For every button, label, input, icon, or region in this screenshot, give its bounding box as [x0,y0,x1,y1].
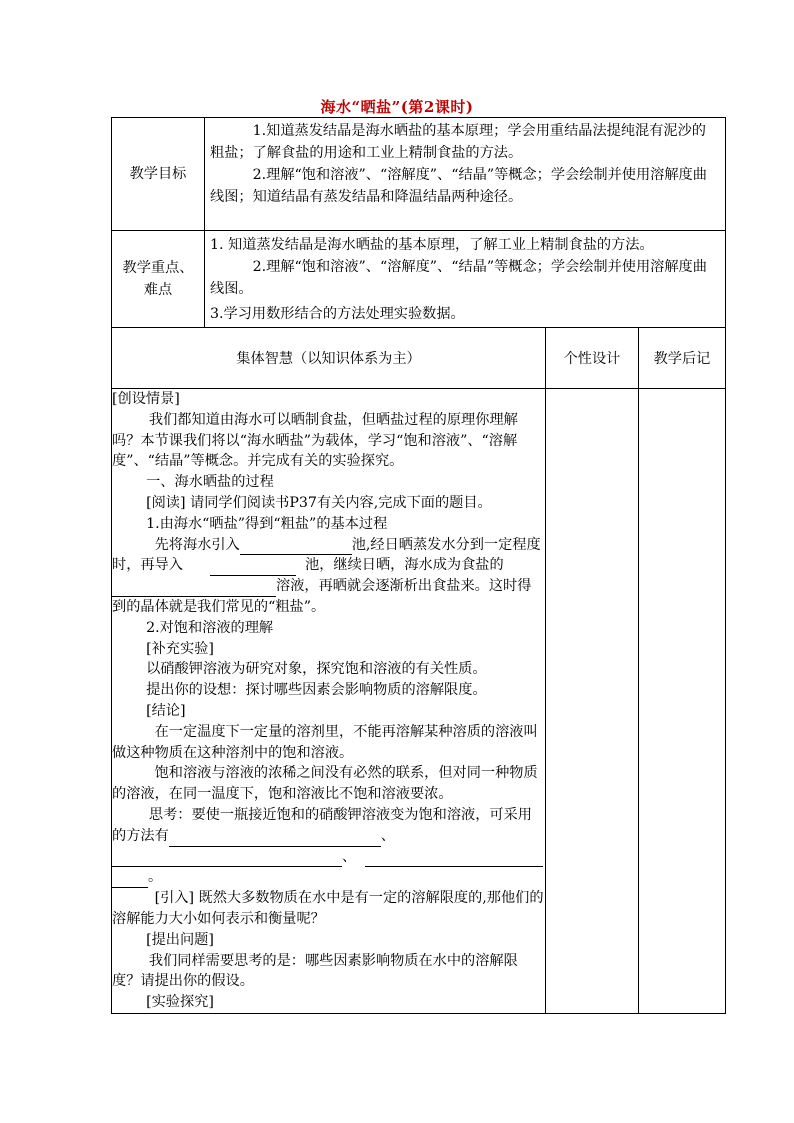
objective-1: 1.知道蒸发结晶是海水晒盐的基本原理；学会用重结晶法提纯混有泥沙的粗盐；了解食盐的用途和工业上精制食盐的方法。 [210,123,706,161]
paragraph: [阅读] 请同学们阅读书P37有关内容,完成下面的题目。 [146,494,492,511]
section-label: [实验探究] [146,994,214,1011]
sub-heading: 1.由海水“晒盐”得到“粗盐”的基本过程 [146,515,388,532]
header-collective-wisdom: 集体智慧（以知识体系为主） [112,328,546,389]
content-body [112,389,545,1013]
paragraph: 提出你的设想：探讨哪些因素会影响物质的溶解限度。 [146,682,487,699]
teaching-notes-cell [639,389,726,1014]
blank-field[interactable] [112,850,342,867]
blank-field[interactable] [240,538,352,555]
blank-field[interactable] [169,830,381,847]
key-point-3: 3.学习用数形结合的方法处理实验数据。 [210,306,465,322]
blank-field[interactable] [112,580,276,597]
paragraph: 我们都知道由海水可以晒制食盐，但晒盐过程的原理你理解吗？本节课我们将以“海水晒盐”为载体，学习“饱和溶液”、“溶解度”、“结晶”等概念。并完成有关的实验探究。 [112,411,518,470]
column-header-row [112,328,726,389]
fill-in-paragraph: 先将海水引入 池,经日晒蒸发水分到一定程度时，再导入 池，继续日晒，海水成为食盐的溶液，再晒就会逐渐析出食盐来。这时得到的晶体就是我们常见的“粗盐”。 [112,536,541,615]
key-points-row [112,231,726,328]
header-teaching-notes: 教学后记 [639,328,726,389]
section-label: [创设情景] [112,391,180,407]
personal-design-cell [546,389,639,1014]
paragraph: 以硝酸钾溶液为研究对象，探究饱和溶液的有关性质。 [146,661,487,678]
objectives-label: 教学目标 [112,118,205,231]
lesson-plan-table [111,117,726,1014]
key-points-cell [205,231,726,328]
content-row [112,389,726,1014]
objectives-cell [205,118,726,231]
header-personal-design: 个性设计 [546,328,639,389]
paragraph: 饱和溶液与溶液的浓稀之间没有必然的联系，但对同一种物质的溶液，在同一温度下，饱和溶液比不饱和溶液要浓。 [112,765,538,803]
section-label: [提出问题] [146,931,214,948]
blank-field[interactable] [210,559,296,576]
paragraph: 在一定温度下一定量的溶剂里，不能再溶解某种溶质的溶液叫做这种物质在这种溶剂中的饱和溶液。 [112,723,538,761]
key-point-1: 1. 知道蒸发结晶是海水晒盐的基本原理，了解工业上精制食盐的方法。 [210,237,654,253]
content-cell [112,389,546,1014]
objectives-row [112,118,726,231]
page-title: 海水“晒盐”(第2课时) [320,98,474,116]
blank-field[interactable] [365,850,543,867]
section-heading: 一、海水晒盐的过程 [146,474,274,491]
paragraph: 我们同样需要思考的是：哪些因素影响物质在水中的溶解限度？请提出你的假设。 [112,952,518,990]
section-label: [补充实验] [146,640,214,657]
key-point-2: 2.理解“饱和溶液”、“溶解度”、“结晶”等概念；学会绘制并使用溶解度曲线图。 [210,259,707,297]
section-label: [结论] [146,702,186,719]
blank-field[interactable] [112,871,148,888]
sub-heading: 2.对饱和溶液的理解 [146,619,274,636]
objective-2: 2.理解“饱和溶液”、“溶解度”、“结晶”等概念；学会绘制并使用溶解度曲线图；知道结晶有蒸发结晶和降温结晶两种途径。 [210,167,707,205]
paragraph: [引入] 既然大多数物质在水中是有一定的溶解限度的,那他们的溶解能力大小如何表示和衡量呢？ [112,890,544,927]
key-points-label: 教学重点、 难点 [112,231,205,328]
fill-in-paragraph: 思考：要使一瓶接近饱和的硝酸钾溶液变为饱和溶液，可采用的方法有 、 、 。 [112,805,545,888]
